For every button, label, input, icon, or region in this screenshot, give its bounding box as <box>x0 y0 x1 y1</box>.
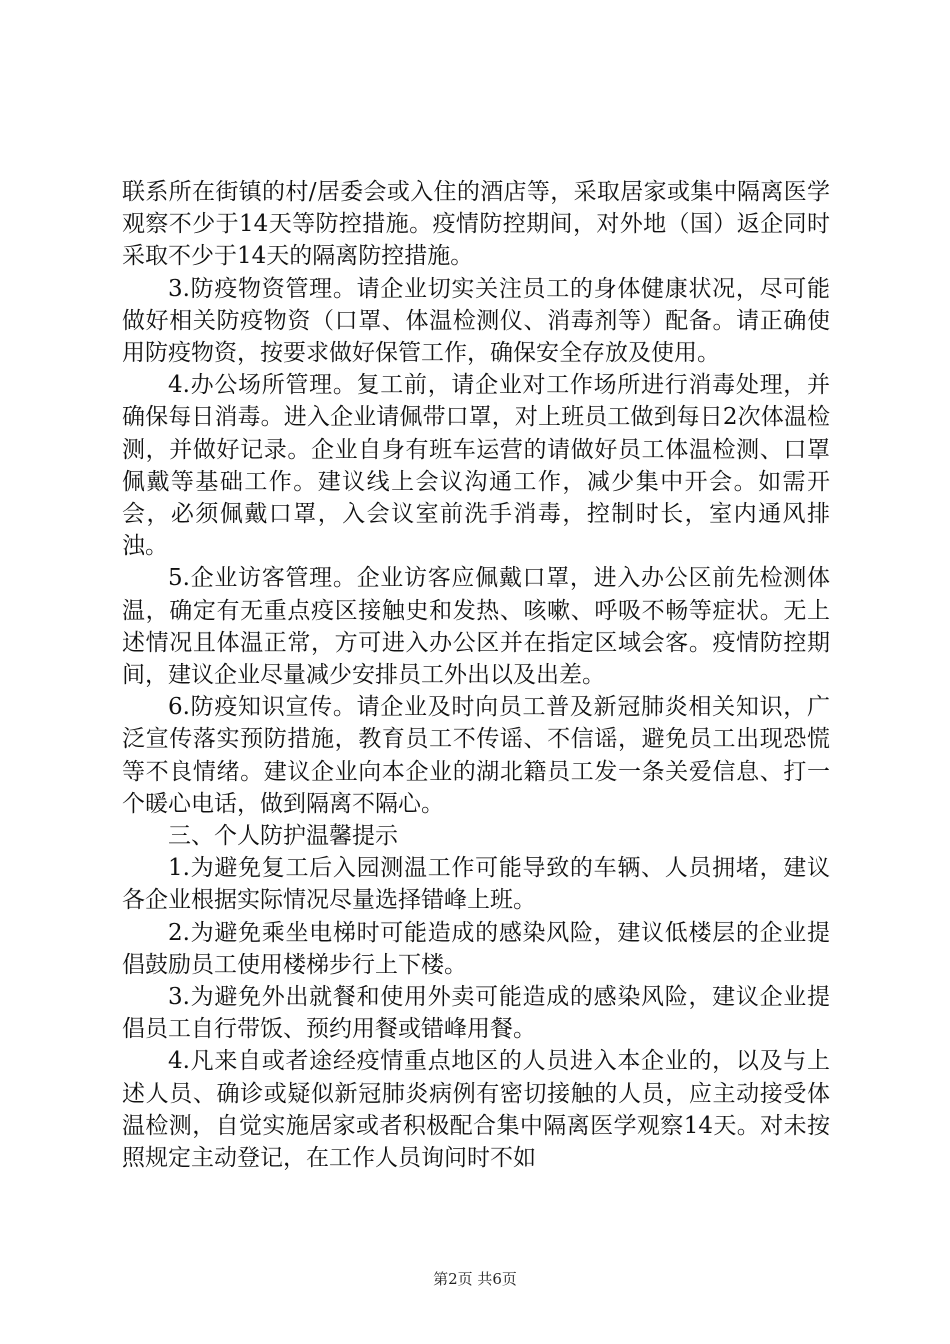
page-footer: 第2页 共6页 <box>433 1270 517 1288</box>
paragraph-continuation: 联系所在街镇的村/居委会或入住的酒店等，采取居家或集中隔离医学观察不少于14天等防控措施。疫情防控期间，对外地（国）返企同时采取不少于14天的隔离防控措施。 <box>122 179 830 270</box>
document-body <box>122 176 830 1174</box>
section-heading-personal-protection: 三、个人防护温馨提示 <box>168 823 398 850</box>
paragraph-visitor-management: 5.企业访客管理。企业访客应佩戴口罩，进入办公区前先检测体温，确定有无重点疫区接触史和发热、咳嗽、呼吸不畅等症状。无上述情况且体温正常，方可进入办公区并在指定区域会客。疫情防控期间，建议企业尽量减少安排员工外出以及出差。 <box>122 565 830 689</box>
paragraph-tip-quarantine: 4.凡来自或者途经疫情重点地区的人员进入本企业的，以及与上述人员、确诊或疑似新冠肺炎病例有密切接触的人员，应主动接受体温检测，自觉实施居家或者积极配合集中隔离医学观察14天。对未按照规定主动登记，在工作人员询问时不如 <box>122 1048 830 1172</box>
paragraph-tip-elevator: 2.为避免乘坐电梯时可能造成的感染风险，建议低楼层的企业提倡鼓励员工使用楼梯步行上下楼。 <box>122 919 830 978</box>
paragraph-office-management: 4.办公场所管理。复工前，请企业对工作场所进行消毒处理，并确保每日消毒。进入企业请佩带口罩，对上班员工做到每日2次体温检测，并做好记录。企业自身有班车运营的请做好员工体温检测、口罩佩戴等基础工作。建议线上会议沟通工作，减少集中开会。如需开会，必须佩戴口罩，入会议室前洗手消毒，控制时长，室内通风排浊。 <box>122 372 830 560</box>
paragraph-tip-staggered-work: 1.为避免复工后入园测温工作可能导致的车辆、人员拥堵，建议各企业根据实际情况尽量选择错峰上班。 <box>122 855 830 914</box>
paragraph-supplies-management: 3.防疫物资管理。请企业切实关注员工的身体健康状况，尽可能做好相关防疫物资（口罩、体温检测仪、消毒剂等）配备。请正确使用防疫物资，按要求做好保管工作，确保安全存放及使用。 <box>122 275 830 367</box>
paragraph-tip-dining: 3.为避免外出就餐和使用外卖可能造成的感染风险，建议企业提倡员工自行带饭、预约用餐或错峰用餐。 <box>122 984 830 1043</box>
paragraph-knowledge-publicity: 6.防疫知识宣传。请企业及时向员工普及新冠肺炎相关知识，广泛宣传落实预防措施，教育员工不传谣、不信谣，避免员工出现恐慌等不良情绪。建议企业向本企业的湖北籍员工发一条关爱信息、打一个暖心电话，做到隔离不隔心。 <box>122 694 830 817</box>
